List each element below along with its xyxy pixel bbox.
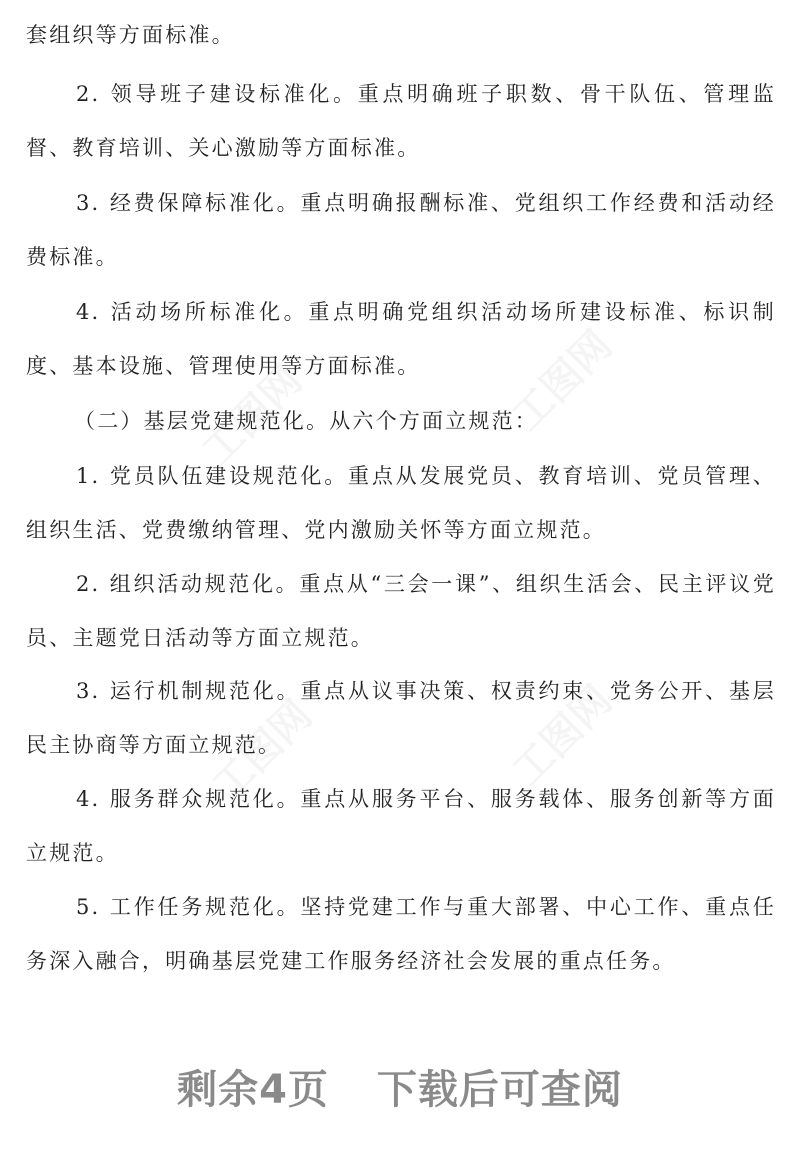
paragraph-organization-activity: 2. 组织活动规范化。重点从“三会一课”、组织生活会、民主评议党员、主题党日活动等方面立规范。 <box>26 572 776 650</box>
paragraph-operation-mechanism: 3. 运行机制规范化。重点从议事决策、权责约束、党务公开、基层民主协商等方面立规范。 <box>26 679 776 757</box>
paragraph-member-team: 1. 党员队伍建设规范化。重点从发展党员、教育培训、党员管理、组织生活、党费缴纳管理、党内激励关怀等方面立规范。 <box>26 464 776 542</box>
paragraph-funding-standard: 3. 经费保障标准化。重点明确报酬标准、党组织工作经费和活动经费标准。 <box>26 191 776 269</box>
download-banner[interactable] <box>0 1060 800 1120</box>
paragraph-work-tasks: 5. 工作任务规范化。坚持党建工作与重大部署、中心工作、重点任务深入融合，明确基层党建工作服务经济社会发展的重点任务。 <box>26 895 776 973</box>
paragraph-serving-public: 4. 服务群众规范化。重点从服务平台、服务载体、服务创新等方面立规范。 <box>26 787 776 865</box>
section-heading-normalization: （二）基层党建规范化。从六个方面立规范： <box>74 409 538 433</box>
paragraph-leadership-standard: 2. 领导班子建设标准化。重点明确班子职数、骨干队伍、管理监督、教育培训、关心激励等方面标准。 <box>26 82 776 160</box>
paragraph-venue-standard: 4. 活动场所标准化。重点明确党组织活动场所建设标准、标识制度、基本设施、管理使用等方面标准。 <box>26 300 776 378</box>
paragraph-continuation: 套组织等方面标准。 <box>26 23 235 47</box>
download-hint-label: 下载后可查阅 <box>376 1067 623 1113</box>
remaining-pages-label: 剩余4页 <box>177 1067 329 1113</box>
